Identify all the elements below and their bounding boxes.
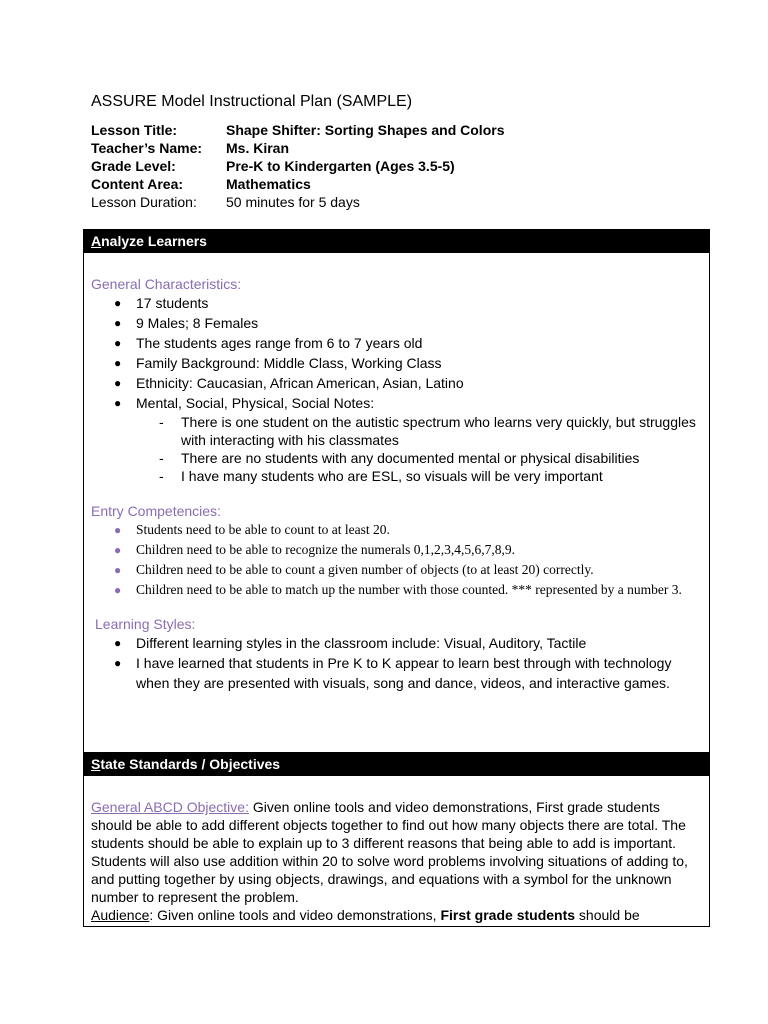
document-title: ASSURE Model Instructional Plan (SAMPLE): [91, 93, 413, 110]
lesson-title-row: [91, 121, 504, 139]
audience-label: Audience: [91, 907, 150, 923]
lesson-title-value: Shape Shifter: Sorting Shapes and Colors: [226, 122, 505, 138]
list-item: ● 17 students: [114, 295, 209, 311]
general-characteristics-list: [91, 293, 702, 413]
teacher-row: [91, 139, 504, 157]
lesson-title-label: Lesson Title:: [91, 122, 178, 138]
list-item: ● Children need to be able to match up the number with those counted. *** represented by a number 3.: [114, 582, 682, 597]
lesson-meta: [91, 121, 504, 211]
list-item: ● The students ages range from 6 to 7 years old: [114, 335, 423, 351]
learning-styles-label: Learning Styles:: [95, 616, 196, 632]
analyze-header-initial: A: [91, 233, 102, 249]
abcd-objective-text: Given online tools and video demonstrations, First grade students should be able to add different objects together to find out how many objects there are total. The students should be able to explain up to 3 different reasons that being able to add is important. Students will also use addition within 20 to solve word problems involving situations of adding to, and putting together by using objects, drawings, and equations with a symbol for the unknown number to represent the problem.: [91, 799, 688, 905]
general-characteristics-label: General Characteristics:: [91, 276, 242, 292]
analyze-learners-section: [83, 229, 710, 753]
standards-header-rest: tate Standards / Objectives: [100, 756, 281, 772]
content-row: [91, 175, 504, 193]
list-item: ● Family Background: Middle Class, Working Class: [114, 355, 442, 371]
analyze-header-rest: nalyze Learners: [101, 233, 207, 249]
teacher-label: Teacher’s Name:: [91, 140, 203, 156]
grade-label: Grade Level:: [91, 158, 176, 174]
audience-paragraph: [91, 906, 702, 924]
list-item: ● Children need to be able to recognize the numerals 0,1,2,3,4,5,6,7,8,9.: [114, 542, 516, 557]
audience-text-end: should be: [575, 907, 640, 923]
list-item: - There are no students with any documented mental or physical disabilities: [159, 450, 640, 466]
duration-row: [91, 193, 504, 211]
teacher-value: Ms. Kiran: [226, 140, 290, 156]
content-value: Mathematics: [226, 176, 311, 192]
duration-value: 50 minutes for 5 days: [226, 194, 360, 210]
abcd-objective-paragraph: [91, 798, 702, 906]
state-standards-section: [83, 752, 710, 927]
list-item: - There is one student on the autistic spectrum who learns very quickly, but struggles with interacting with his classmates: [159, 414, 696, 448]
analyze-learners-header: [84, 230, 709, 253]
entry-competencies-label: Entry Competencies:: [91, 503, 221, 519]
list-item: ● I have learned that students in Pre K to K appear to learn best through with technology when they are presented with visuals, song and dance, videos, and interactive games.: [114, 655, 672, 691]
list-item: ● Ethnicity: Caucasian, African American, Asian, Latino: [114, 375, 464, 391]
list-item: ● Students need to be able to count to at least 20.: [114, 522, 390, 537]
audience-text: : Given online tools and video demonstrations,: [149, 907, 441, 923]
notes-list: [91, 413, 702, 485]
list-item: ● Mental, Social, Physical, Social Notes:: [114, 395, 375, 411]
abcd-objective-link[interactable]: General ABCD Objective:: [91, 799, 249, 815]
list-item: - I have many students who are ESL, so visuals will be very important: [159, 468, 603, 484]
list-item: ● Children need to be able to count a given number of objects (to at least 20) correctly.: [114, 562, 594, 577]
state-standards-header: [84, 753, 709, 776]
list-item: ● 9 Males; 8 Females: [114, 315, 259, 331]
list-item: ● Different learning styles in the classroom include: Visual, Auditory, Tactile: [114, 635, 587, 651]
grade-value: Pre-K to Kindergarten (Ages 3.5-5): [226, 158, 455, 174]
duration-label: Lesson Duration:: [91, 194, 197, 210]
audience-bold: First grade students: [440, 907, 576, 923]
content-label: Content Area:: [91, 176, 184, 192]
learning-styles-list: [91, 633, 702, 693]
standards-header-initial: S: [91, 756, 101, 772]
entry-competencies-list: [91, 520, 702, 600]
grade-row: [91, 157, 504, 175]
